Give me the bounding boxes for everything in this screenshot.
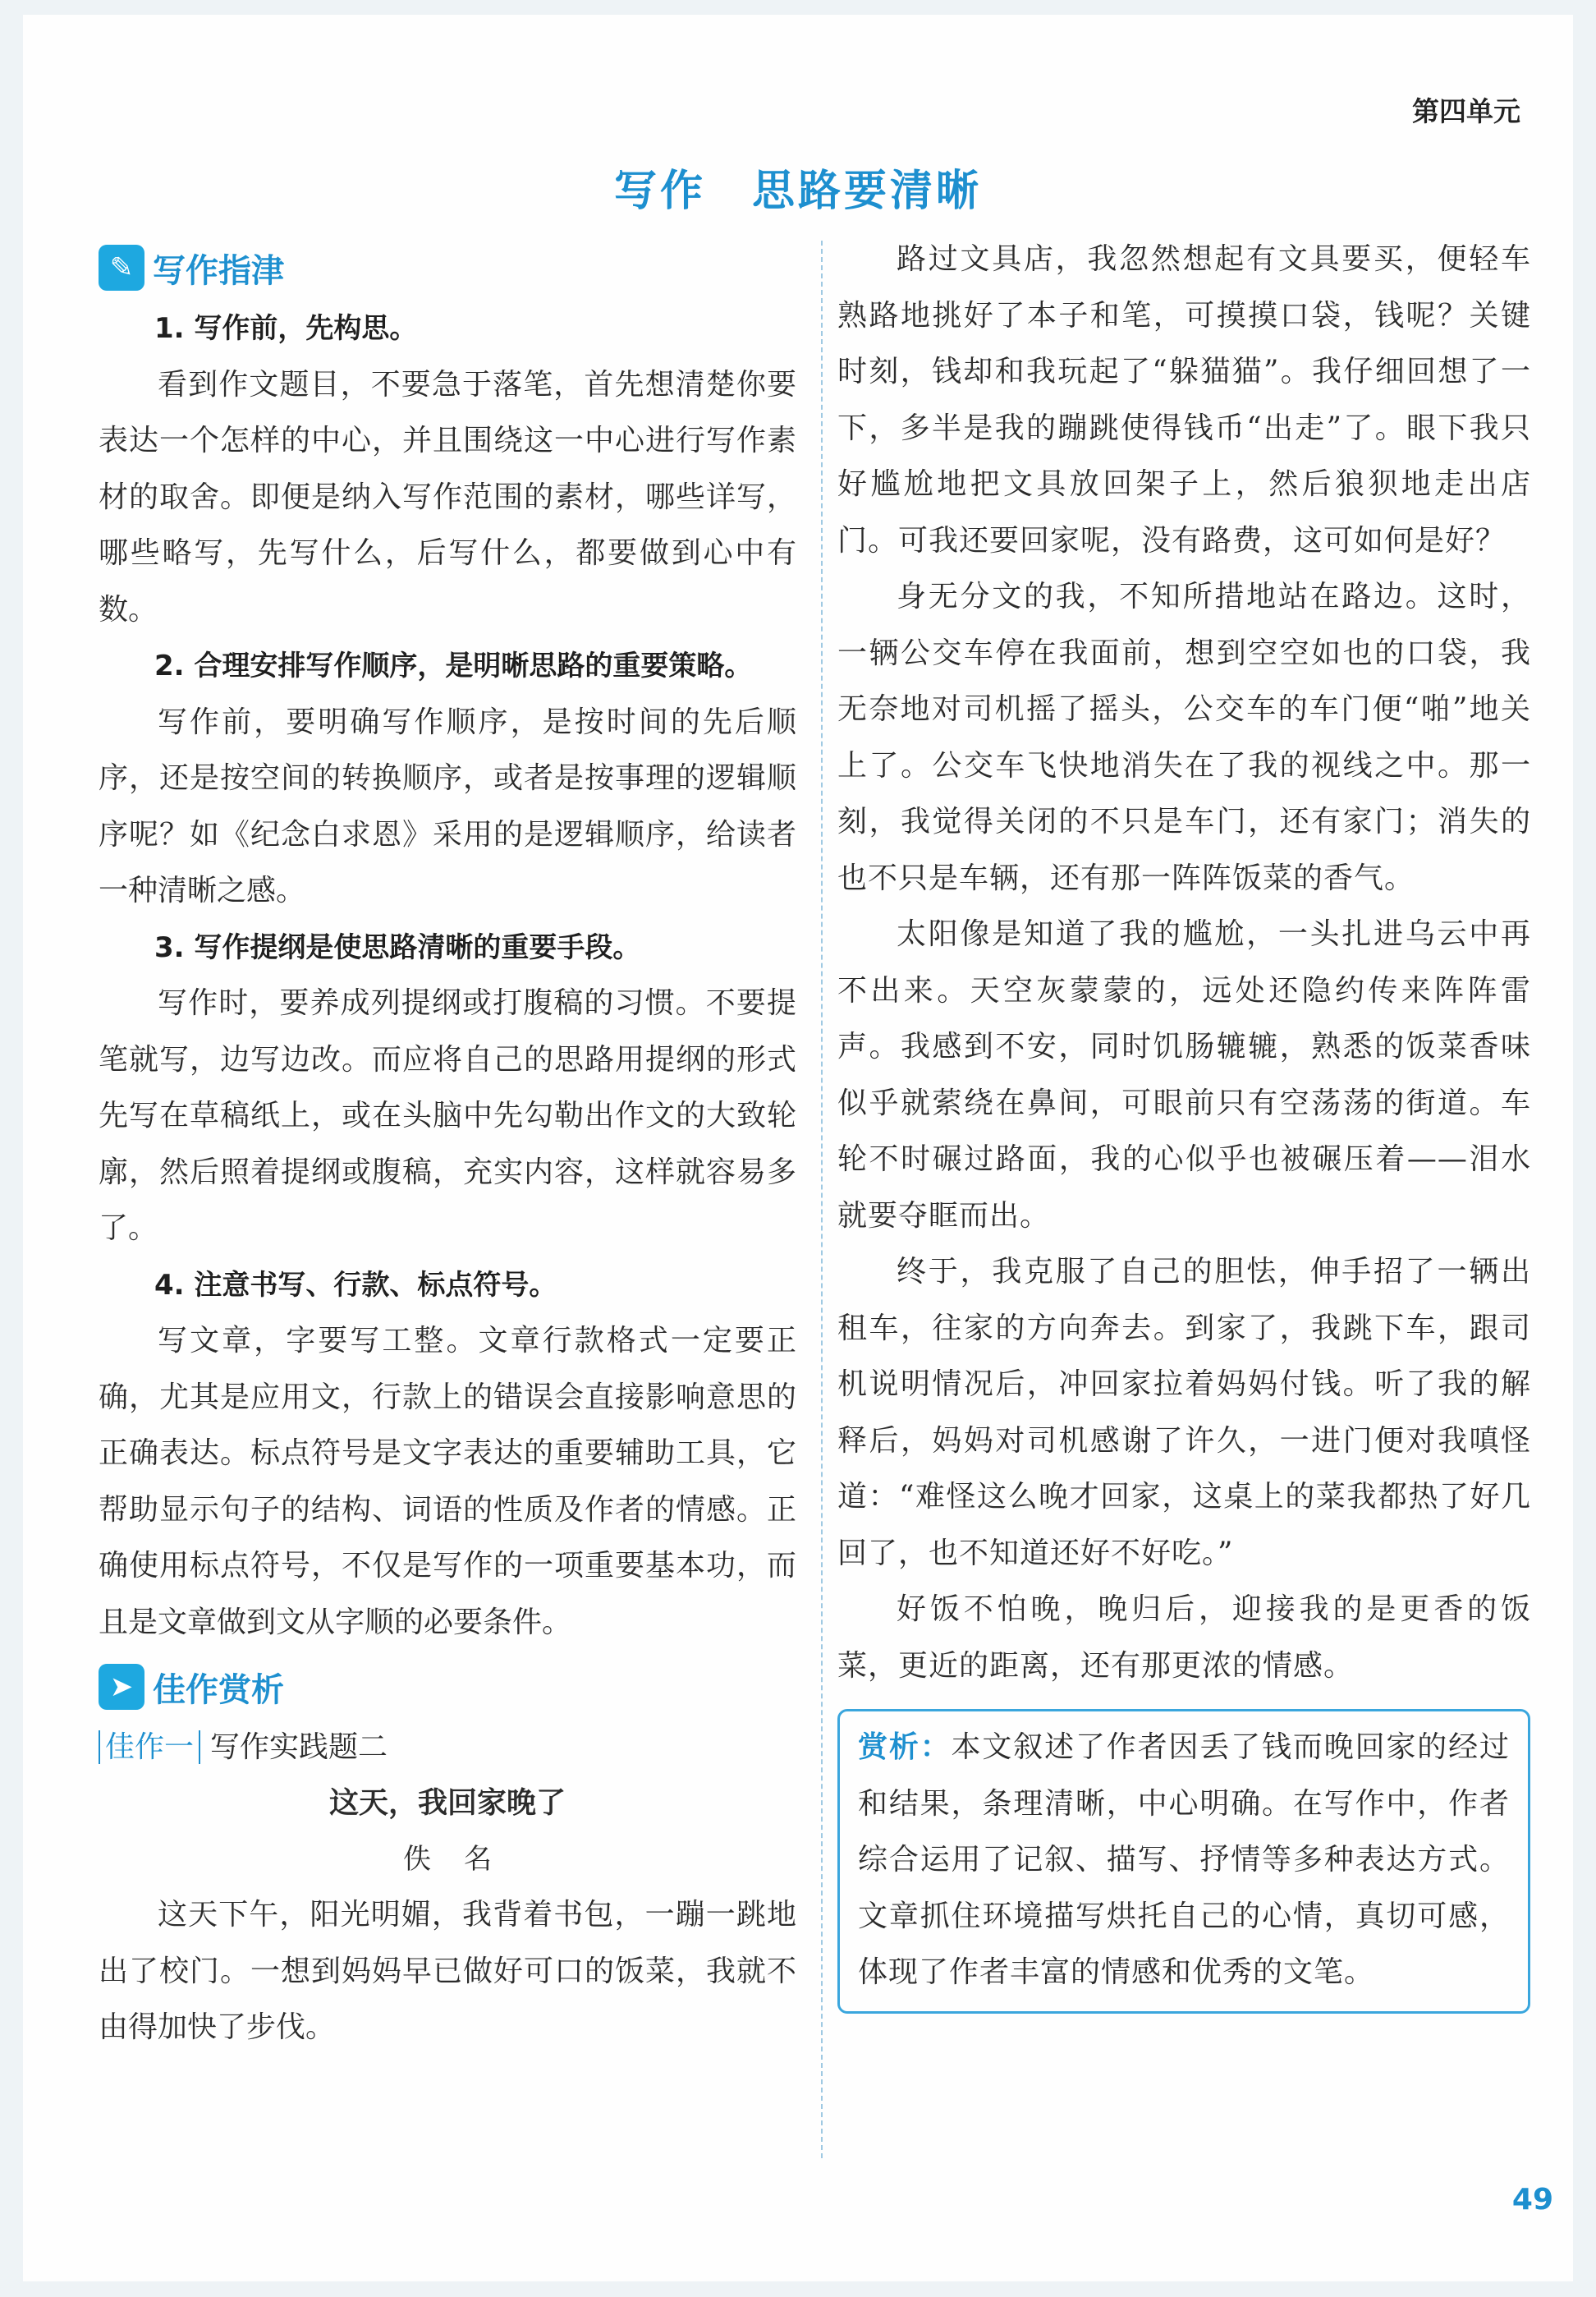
appreciation-section-title: 佳作赏析 <box>153 1670 284 1709</box>
review-box <box>837 1709 1530 2014</box>
article-tag-line <box>99 1720 796 1776</box>
guide-section-title: 写作指津 <box>153 251 284 290</box>
article-tag-subtitle: 写作实践题二 <box>210 1730 388 1764</box>
appreciation-section-header <box>99 1659 796 1715</box>
guide-item-text: 写作前，要明确写作顺序，是按时间的先后顺序，还是按空间的转换顺序，或者是按事理的逻辑顺序呢？如《纪念白求恩》采用的是逻辑顺序，给读者一种清晰之感。 <box>99 705 796 907</box>
unit-label: 第四单元 <box>1412 95 1520 127</box>
guide-item-heading: 4. 注意书写、行款、标点符号。 <box>154 1268 557 1302</box>
page-title: 写作 思路要清晰 <box>613 167 982 216</box>
column-divider <box>821 241 823 2158</box>
guide-item-heading: 2. 合理安排写作顺序，是明晰思路的重要策略。 <box>154 650 753 682</box>
article-paragraph: 身无分文的我，不知所措地站在路边。这时，一辆公交车停在我面前，想到空空如也的口袋，我无奈地对司机摇了摇头，公交车的车门便“啪”地关上了。公交车飞快地消失在了我的视线之中。那一刻，我觉得关闭的不只是车门，还有家门；消失的也不只是车辆，还有那一阵阵饭菜的香气。 <box>837 580 1531 895</box>
right-column <box>837 232 1531 2014</box>
article-author: 佚名 <box>403 1843 525 1876</box>
article-tag: 佳作一 <box>99 1730 200 1764</box>
review-text-block <box>858 1720 1510 2001</box>
article-title: 这天，我回家晚了 <box>328 1786 566 1820</box>
article-paragraph: 这天下午，阳光明媚，我背着书包，一蹦一跳地出了校门。一想到妈妈早已做好可口的饭菜，我就不由得加快了步伐。 <box>99 1898 796 2044</box>
guide-item-text: 写文章，字要写工整。文章行款格式一定要正确，尤其是应用文，行款上的错误会直接影响意思的正确表达。标点符号是文字表达的重要辅助工具，它帮助显示句子的结构、词语的性质及作者的情感。正确使用标点符号，不仅是写作的一项重要基本功，而且是文章做到文从字顺的必要条件。 <box>99 1324 796 1639</box>
article-paragraph: 路过文具店，我忽然想起有文具要买，便轻车熟路地挑好了本子和笔，可摸摸口袋，钱呢？关键时刻，钱却和我玩起了“躲猫猫”。我仔细回想了一下，多半是我的蹦跳使得钱币“出走”了。眼下我只好尴尬地把文具放回架子上，然后狼狈地走出店门。可我还要回家呢，没有路费，这可如何是好？ <box>837 242 1531 558</box>
guide-item-heading: 1. 写作前，先构思。 <box>154 312 418 345</box>
review-label: 赏析： <box>858 1730 952 1764</box>
guide-section-header <box>99 240 796 296</box>
guide-item-heading: 3. 写作提纲是使思路清晰的重要手段。 <box>154 930 641 964</box>
left-column <box>99 232 796 2056</box>
review-text: 本文叙述了作者因丢了钱而晚回家的经过和结果，条理清晰，中心明确。在写作中，作者综合运用了记叙、描写、抒情等多种表达方式。文章抓住环境描写烘托自己的心情，真切可感，体现了作者丰富的情感和优秀的文笔。 <box>858 1730 1510 1989</box>
article-paragraph: 终于，我克服了自己的胆怯，伸手招了一辆出租车，往家的方向奔去。到家了，我跳下车，跟司机说明情况后，冲回家拉着妈妈付钱。听了我的解释后，妈妈对司机感谢了许久，一进门便对我嗔怪道：“难怪这么晚才回家，这桌上的菜我都热了好几回了，也不知道还好不好吃。” <box>837 1255 1531 1570</box>
guide-item-text: 看到作文题目，不要急于落笔，首先想清楚你要表达一个怎样的中心，并且围绕这一中心进行写作素材的取舍。即便是纳入写作范围的素材，哪些详写，哪些略写，先写什么，后写什么，都要做到心中有数。 <box>99 367 796 627</box>
guide-item-text: 写作时，要养成列提纲或打腹稿的习惯。不要提笔就写，边写边改。而应将自己的思路用提纲的形式先写在草稿纸上，或在头脑中先勾勒出作文的大致轮廓，然后照着提纲或腹稿，充实内容，这样就容易多了。 <box>99 986 796 1245</box>
page-number: 49 <box>1511 2183 1553 2217</box>
appreciation-plane-icon: ➤ <box>99 1664 144 1710</box>
article-paragraph: 太阳像是知道了我的尴尬，一头扎进乌云中再不出来。天空灰蒙蒙的，远处还隐约传来阵阵雷声。我感到不安，同时饥肠辘辘，熟悉的饭菜香味似乎就萦绕在鼻间，可眼前只有空荡荡的街道。车轮不时碾过路面，我的心似乎也被碾压着——泪水就要夺眶而出。 <box>837 917 1531 1233</box>
article-paragraph: 好饭不怕晚，晚归后，迎接我的是更香的饭菜，更近的距离，还有那更浓的情感。 <box>837 1592 1531 1683</box>
guide-pencil-icon: ✎ <box>99 245 144 291</box>
